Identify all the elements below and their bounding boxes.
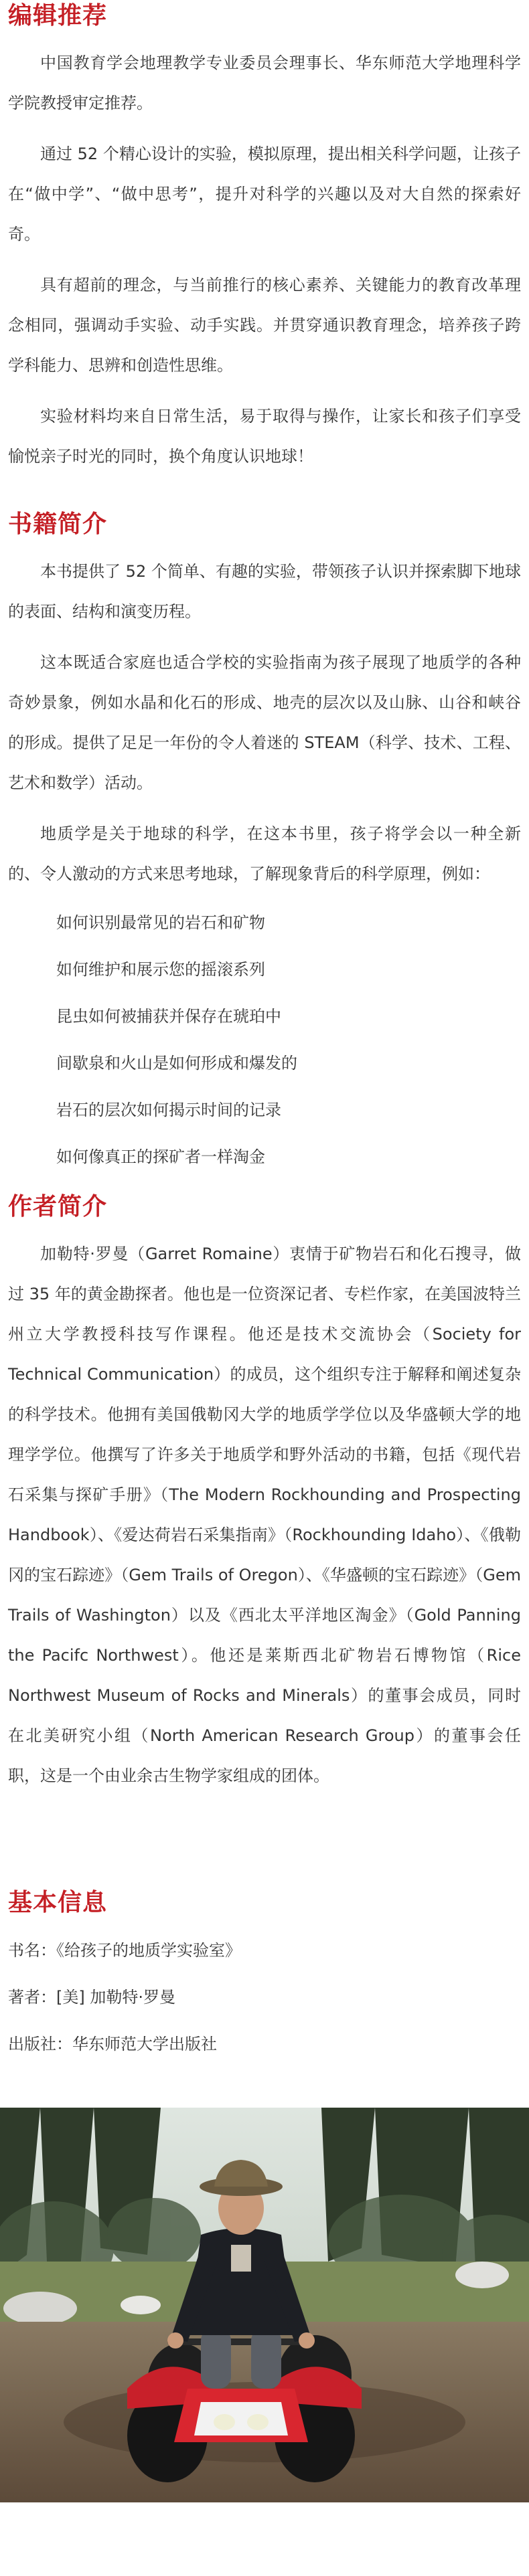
editor-paragraph: 实验材料均来自日常生活，易于取得与操作，让家长和孩子们享受愉悦亲子时光的同时，换个角度认识地球！ [8, 407, 521, 466]
basic-info-section [8, 1887, 521, 2067]
basic-info-heading: 基本信息 [8, 1889, 108, 1916]
list-item: 如何维护和展示您的摇滚系列 [56, 960, 265, 979]
editor-paragraph: 中国教育学会地理教学专业委员会理事长、华东师范大学地理科学学院教授审定推荐。 [8, 54, 521, 112]
editor-recommendation-heading: 编辑推荐 [8, 2, 108, 29]
list-item: 昆虫如何被捕获并保存在琥珀中 [56, 1007, 281, 1026]
book-publisher-line: 出版社：华东师范大学出版社 [8, 2035, 217, 2053]
editor-recommendation-section [8, 0, 521, 476]
list-item: 岩石的层次如何揭示时间的记录 [56, 1101, 281, 1119]
author-paragraph: 加勒特·罗曼（Garret Romaine）衷情于矿物岩石和化石搜寻，做过 35 年的黄金勘探者。他也是一位资深记者、专栏作家，在美国波特兰州立大学教授科技写作课程。他还是技术交流协会（Society for Technical Communication）的成员，这个组织专注于解释和阐述复杂的科学技术。他拥有美国俄勒冈大学的地质学学位以及华盛顿大学的地理学学位。他撰写了许多关于地质学和野外活动的书籍，包括《现代岩石采集与探矿手册》（The Modern Rockhounding and Prospecting Handbook）、《爱达荷岩石采集指南》（Rockhounding Idaho）、《俄勒冈的宝石踪迹》（Gem Trails of Oregon）、《华盛顿的宝石踪迹》（Gem Trails of Washington）以及《西北太平洋地区淘金》（Gold Panning the Pacifc Northwest）。他还是莱斯西北矿物岩石博物馆（Rice Northwest Museum of Rocks and Minerals）的董事会成员，同时在北美研究小组（North American Research Group）的董事会任职，这是一个由业余古生物学家组成的团体。 [8, 1245, 521, 1785]
book-title-line: 书名：《给孩子的地质学实验室》 [8, 1941, 241, 1960]
book-intro-section [8, 509, 521, 1180]
book-author-line: 著者：[美] 加勒特·罗曼 [8, 1988, 175, 2007]
book-intro-heading: 书籍简介 [8, 511, 108, 538]
list-item: 如何识别最常见的岩石和矿物 [56, 913, 265, 932]
editor-paragraph: 具有超前的理念，与当前推行的核心素养、关键能力的教育改革理念相同，强调动手实验、动手实践。并贯穿通识教育理念，培养孩子跨学科能力、思辨和创造性思维。 [8, 276, 521, 375]
list-item: 如何像真正的探矿者一样淘金 [56, 1147, 265, 1166]
book-paragraph: 本书提供了 52 个简单、有趣的实验，带领孩子认识并探索脚下地球的表面、结构和演变历程。 [8, 562, 521, 621]
book-paragraph: 地质学是关于地球的科学，在这本书里，孩子将学会以一种全新的、令人激动的方式来思考地球，了解现象背后的科学原理，例如： [8, 824, 521, 883]
experiment-list [8, 899, 521, 1180]
author-intro-section [8, 1191, 521, 1796]
author-intro-heading: 作者简介 [8, 1193, 108, 1220]
book-paragraph: 这本既适合家庭也适合学校的实验指南为孩子展现了地质学的各种奇妙景象，例如水晶和化石的形成、地壳的层次以及山脉、山谷和峡谷的形成。提供了足足一年份的令人着迷的 STEAM（科学、技术、工程、艺术和数学）活动。 [8, 653, 521, 792]
list-item: 间歇泉和火山是如何形成和爆发的 [56, 1054, 297, 1073]
author-photo [0, 2108, 529, 2502]
editor-paragraph: 通过 52 个精心设计的实验，模拟原理，提出相关科学问题，让孩子在“做中学”、“做中思考”，提升对科学的兴趣以及对大自然的探索好奇。 [8, 145, 521, 244]
